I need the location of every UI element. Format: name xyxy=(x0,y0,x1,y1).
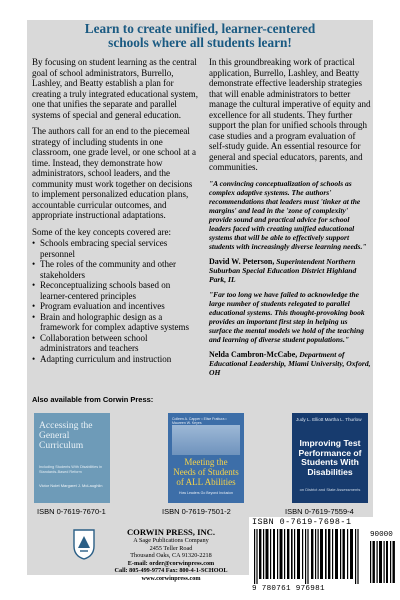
publisher-phone: Call: 805-499-9774 Fax: 800-4-1-SCHOOL xyxy=(114,567,228,575)
publisher-website: www.corwinpress.com xyxy=(141,574,201,582)
barcode-digits: 9 780761 976981 xyxy=(252,585,325,593)
book-title: Improving Test Performance of Students With Disabilities xyxy=(298,438,362,477)
book-isbn: ISBN 0-7619-7559-4 xyxy=(285,507,354,516)
publisher-street: 2455 Teller Road xyxy=(149,544,193,552)
book-title: Accessing the General Curriculum xyxy=(39,420,93,451)
book-authors: Colleen A. Capper • Elise Frattura • Maureen W. Keyes xyxy=(172,417,227,425)
headline-line-1: Learn to create unified, learner-centered xyxy=(84,21,316,36)
endorsement-attribution-1 xyxy=(209,257,371,284)
book-authors: Judy L. Elliott Martha L. Thurlow xyxy=(296,417,362,422)
key-concepts-heading: Some of the key concepts covered are: xyxy=(32,226,171,237)
barcode-block xyxy=(249,517,400,595)
intro-paragraph: By focusing on student learning as the central goal of school administrators, Burrello, Lashley, and Beatty establish a plan for creating a truly integrated educational system, one that unifies the separate and parallel systems of special and general education. xyxy=(32,57,198,120)
barcode-isbn: ISBN 0-7619-7698-1 xyxy=(252,517,352,527)
publisher-email: E-mail: order@corwinpress.com xyxy=(127,559,215,567)
endorser-name: Nelda Cambron-McCabe, xyxy=(209,349,298,359)
list-item: • Adapting curriculum and instruction xyxy=(32,354,198,365)
list-item: • Program evaluation and incentives xyxy=(32,301,198,312)
headline xyxy=(27,22,373,50)
book-subtitle: on District and State Assessments xyxy=(299,487,361,492)
authors-paragraph: The authors call for an end to the piecemeal strategy of including students in one classroom, one grade level, or one school at a time. Instead, they demonstrate how administrators, school leaders, and the community must work together on decisions to implement personalized education plans, accountable curricular outcomes, and appropriate instructional adaptations. xyxy=(32,126,196,220)
headline-line-2: schools where all students learn! xyxy=(108,35,292,50)
list-item: • Brain and holographic design as a framework for complex adaptive systems xyxy=(32,312,198,333)
list-item: • The roles of the community and other stakeholders xyxy=(32,259,198,280)
addon-barcode-icon xyxy=(369,541,397,583)
endorsement-quote-1: "A convincing conceptualization of schools as complex adaptive systems. The authors' recommendations that leaders must 'tinker at the margins' and lead in the 'zone of complexity' provide sound and practical advice for school leaders faced with creating unified educational systems that will be able to effectively support students with increasingly diverse learning needs." xyxy=(209,178,367,251)
book-isbn: ISBN 0-7619-7670-1 xyxy=(37,507,106,516)
also-available-heading: Also available from Corwin Press: xyxy=(32,395,154,404)
list-item: • Collaboration between school administrators and teachers xyxy=(32,333,198,354)
book-subtitle: How Leaders Go Beyond Inclusion xyxy=(179,491,233,495)
publisher-name: CORWIN PRESS, INC. xyxy=(126,527,216,537)
key-concepts-list xyxy=(32,238,198,364)
endorser-affiliation: Superintendent Northern Suburban Special Education District Highland Park, IL xyxy=(209,256,357,284)
endorsement-quote-2: "Far too long we have failed to acknowledge the large number of students relegated to parallel educational systems. This thought-provoking book provides an important first step in helping us surface the mental models we hold of the teaching and learning of diverse student populations." xyxy=(209,289,365,344)
book-authors: Victor Nolet Margaret J. McLaughlin xyxy=(39,483,103,488)
back-cover xyxy=(27,20,393,593)
list-item: • Reconceptualizing schools based on learner-centered principles xyxy=(32,280,198,301)
cover-photo-image xyxy=(172,425,240,455)
left-column xyxy=(32,57,198,364)
corwin-logo-icon xyxy=(71,528,97,560)
book-subtitle: Including Students With Disabilities in Standards-Based Reform xyxy=(39,465,103,474)
publisher-info xyxy=(101,527,241,583)
list-item: • Schools embracing special services personnel xyxy=(32,238,198,259)
book-cover-accessing-curriculum xyxy=(34,413,110,503)
book-cover-improving-test xyxy=(292,413,368,503)
right-column xyxy=(209,57,371,383)
publisher-city: Thousand Oaks, CA 91320-2218 xyxy=(130,552,212,560)
ean-barcode-icon xyxy=(252,529,362,584)
barcode-price-addon: 90000 xyxy=(370,531,393,539)
endorser-affiliation: Department of Educational Leadership, Miami University, Oxford, OH xyxy=(209,349,371,377)
publisher-subtitle: A Sage Publications Company xyxy=(133,537,209,544)
book-cover-meeting-needs xyxy=(168,413,244,503)
description-paragraph: In this groundbreaking work of practical application, Burrello, Lashley, and Beatty demonstrate effective leadership strategies that will enable administrators to better manage the cultural imperative of equity and excellence for all students. They further support the plan for unified schools through case studies and a program evaluation of self-study guide. An essential resource for general and special educators, parents, and communities. xyxy=(209,57,371,172)
book-title: Meeting the Needs of Students of ALL Abilities xyxy=(173,457,239,487)
endorsement-attribution-2 xyxy=(209,350,371,377)
endorser-name: David W. Peterson, xyxy=(209,256,275,266)
book-isbn: ISBN 0-7619-7501-2 xyxy=(162,507,231,516)
